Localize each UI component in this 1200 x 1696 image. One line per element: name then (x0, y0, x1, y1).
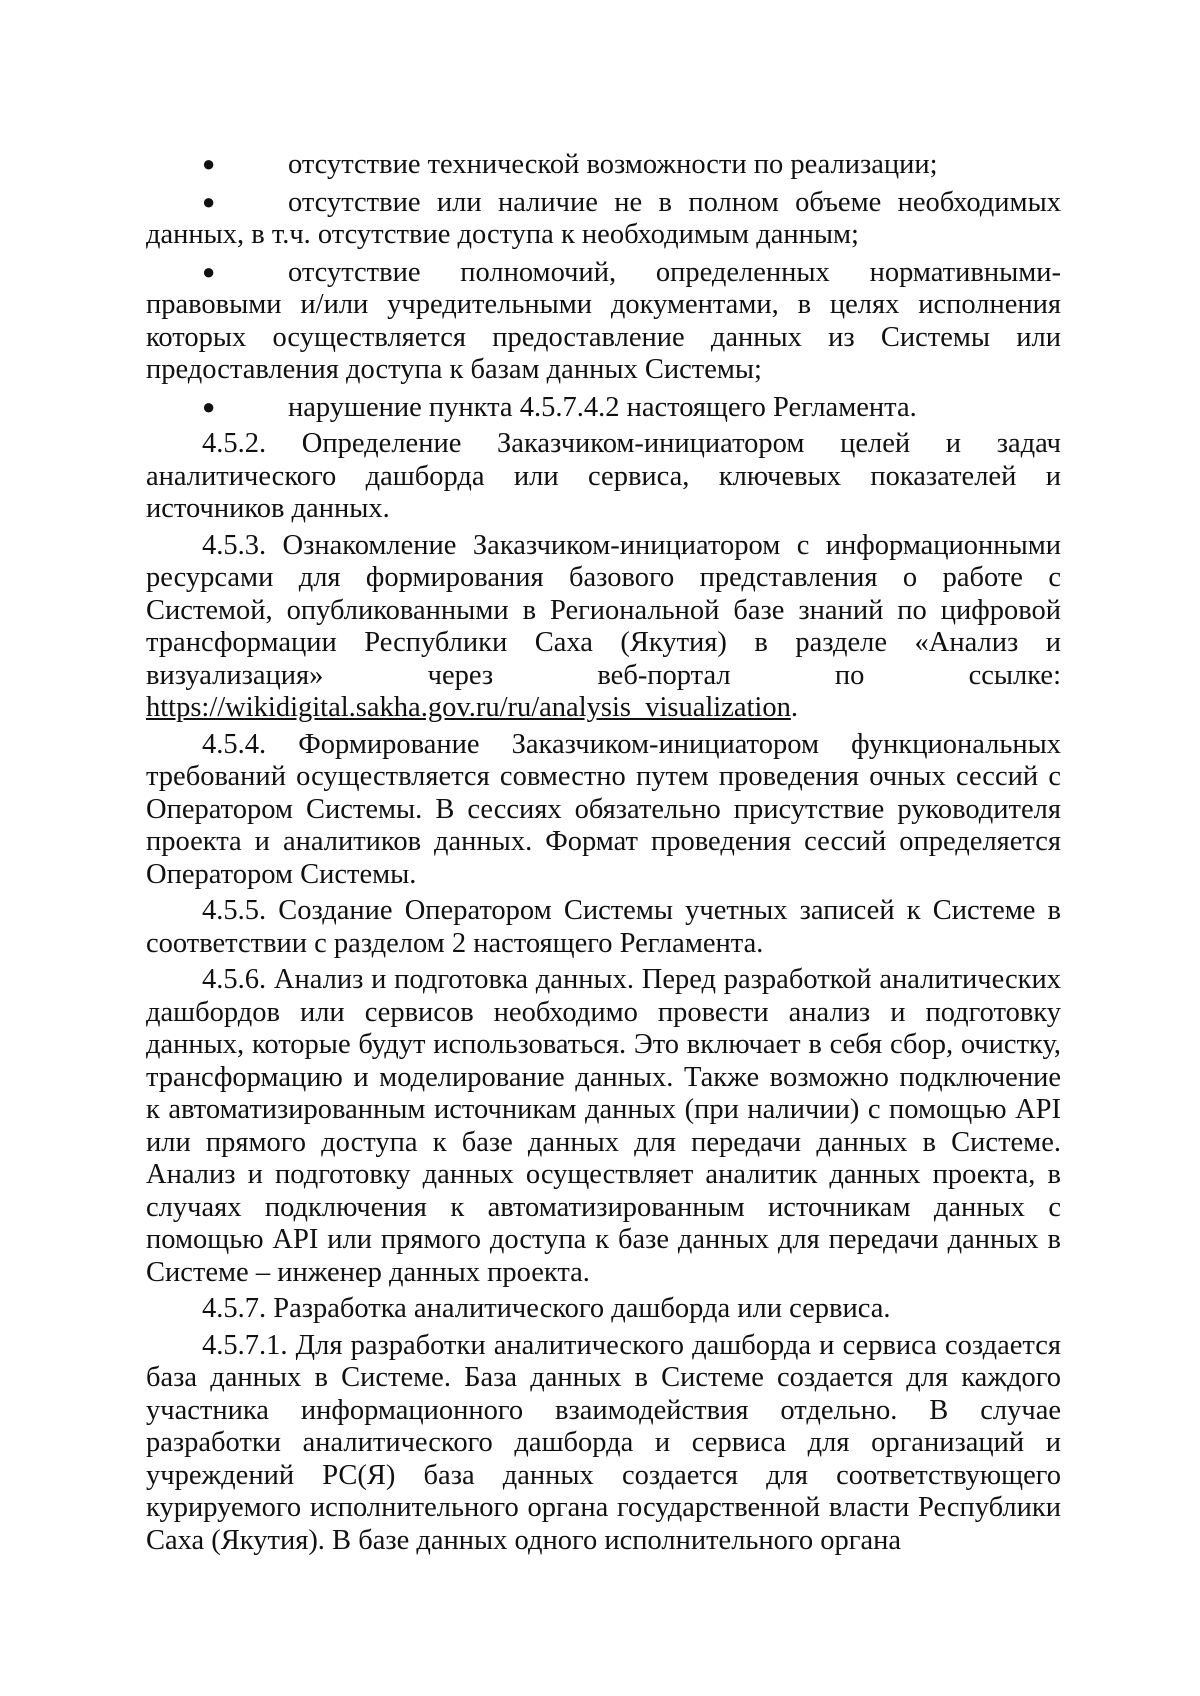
bullet-icon (146, 186, 288, 220)
list-item-text: нарушение пункта 4.5.7.4.2 настоящего Регламента. (288, 391, 917, 423)
bullet-icon (146, 148, 288, 182)
list-item (146, 391, 1061, 425)
list-item (146, 256, 1061, 387)
paragraph-4-5-7: 4.5.7. Разработка аналитического дашборда или сервиса. (202, 1293, 891, 1324)
paragraph-4-5-4: 4.5.4. Формирование Заказчиком-инициатором функциональных требований осуществляется совместно путем проведения очных сессий с Оператором Системы. В сессиях обязательно присутствие руководителя проекта и аналитиков данных. Формат проведения сессий определяется Оператором Системы. (146, 728, 1061, 890)
bullet-icon (146, 256, 288, 290)
document-page (146, 148, 1061, 1561)
paragraph-4-5-7-1: 4.5.7.1. Для разработки аналитического дашборда и сервиса создается база данных в Системе. База данных в Системе создается для каждого участника информационного взаимодействия отдельно. В случае разработки аналитического дашборда и сервиса для организаций и учреждений РС(Я) база данных создается для соответствующего курируемого исполнительного органа государственной власти Республики Саха (Якутия). В базе данных одного исполнительного органа (146, 1329, 1061, 1556)
list-item-text: отсутствие технической возможности по реализации; (288, 149, 938, 180)
paragraph-4-5-2: 4.5.2. Определение Заказчиком-инициатором целей и задач аналитического дашборда или сервиса, ключевых показателей и источников данных. (146, 428, 1061, 524)
list-item-text: отсутствие полномочий, определенных нормативными-правовыми и/или учредительными документами, в целях исполнения которых осуществляется предоставление данных из Системы или предоставления доступа к базам данных Системы; (146, 256, 1061, 385)
paragraph-4-5-6: 4.5.6. Анализ и подготовка данных. Перед разработкой аналитических дашбордов или сервисов необходимо провести анализ и подготовку данных, которые будут использоваться. Это включает в себя сбор, очистку, трансформацию и моделирование данных. Также возможно подключение к автоматизированным источникам данных (при наличии) с помощью API или прямого доступа к базе данных для передачи данных в Системе. Анализ и подготовку данных осуществляет аналитик данных проекта, в случаях подключения к автоматизированным источникам данных с помощью API или прямого доступа к базе данных для передачи данных в Системе – инженер данных проекта. (146, 964, 1061, 1288)
list-item (146, 148, 1061, 182)
list-item (146, 186, 1061, 252)
wiki-link[interactable]: https://wikidigital.sakha.gov.ru/ru/analysis_visualization (146, 692, 791, 723)
paragraph-4-5-3-text: 4.5.3. Ознакомление Заказчиком-инициатором с информационными ресурсами для формирования базового представления о работе с Системой, опубликованными в Региональной базе знаний по цифровой трансформации Республики Саха (Якутия) в разделе «Анализ и визуализация» через веб-портал по ссылке: (146, 529, 1061, 691)
paragraph-4-5-3 (146, 530, 1061, 725)
paragraph-4-5-5: 4.5.5. Создание Оператором Системы учетных записей к Системе в соответствии с разделом 2 настоящего Регламента. (146, 895, 1061, 959)
bullet-icon (146, 391, 288, 425)
list-item-text: отсутствие или наличие не в полном объеме необходимых данных, в т.ч. отсутствие доступа к необходимым данным; (146, 186, 1061, 250)
paragraph-4-5-3-end: . (790, 692, 798, 723)
